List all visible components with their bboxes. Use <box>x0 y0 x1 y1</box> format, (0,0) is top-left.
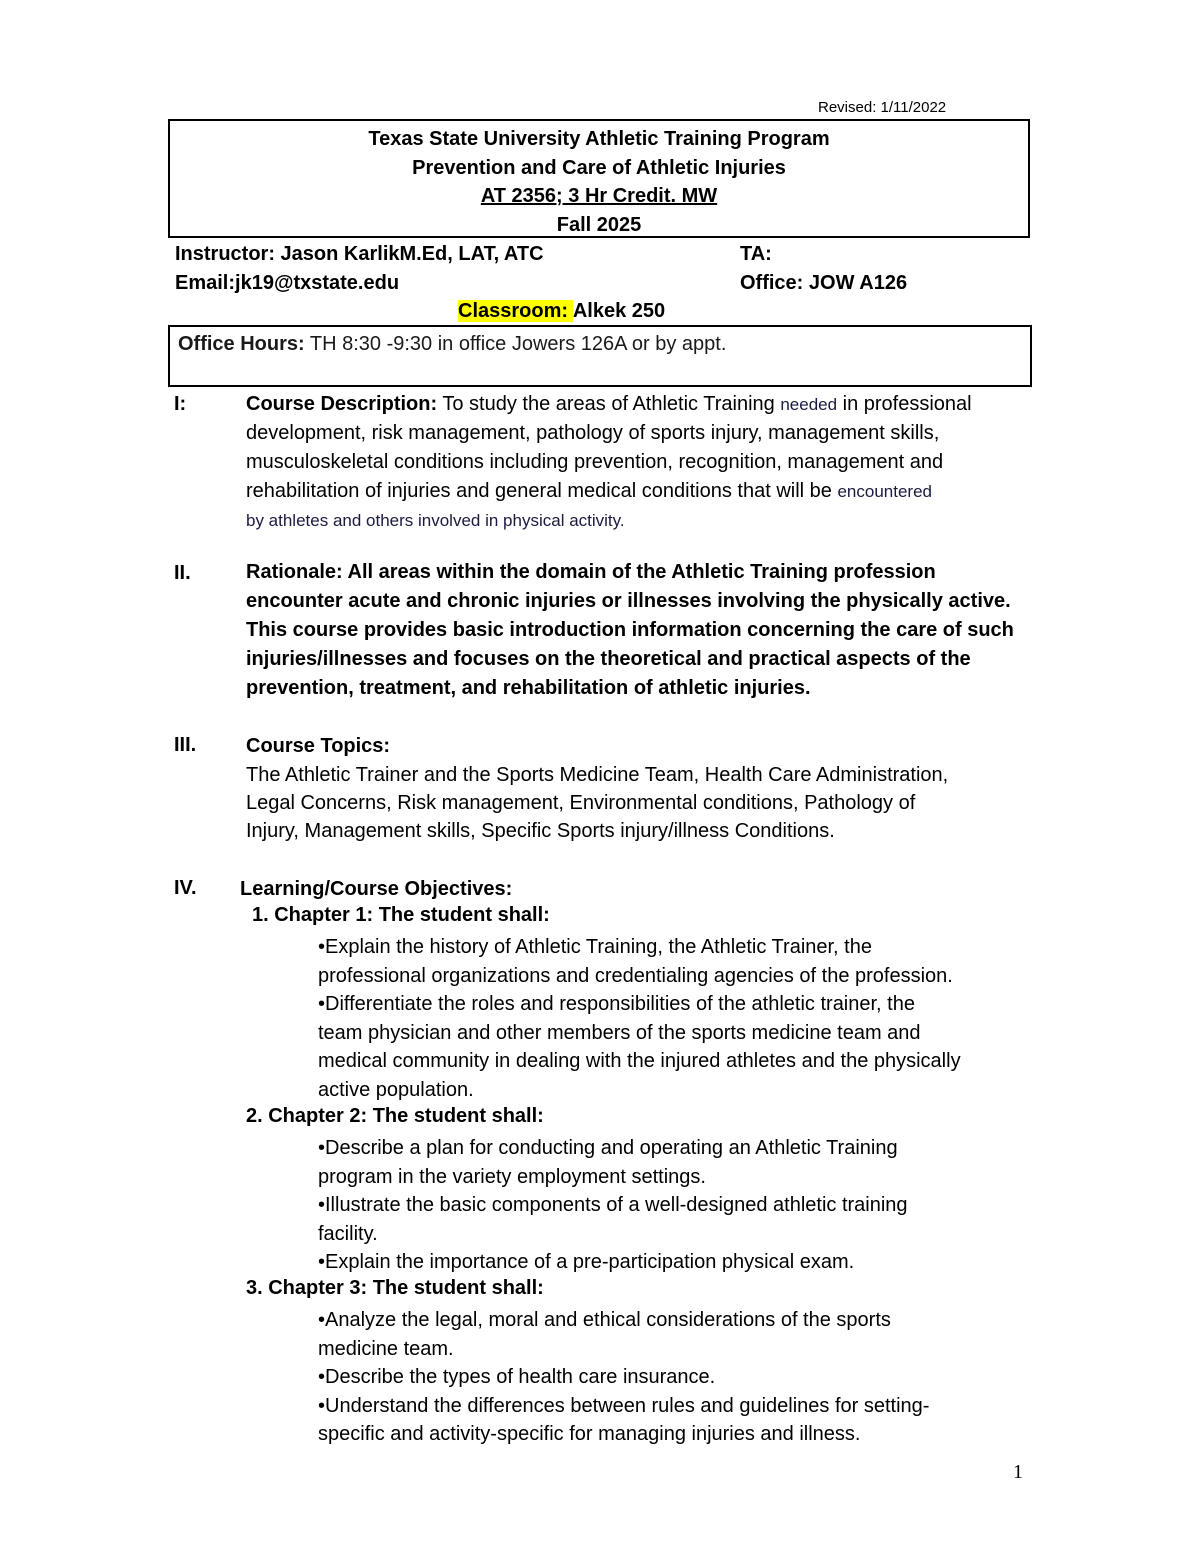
ta-label: TA: <box>740 243 772 265</box>
course-description-line: rehabilitation of injuries and general medical conditions that will be encountered <box>246 480 932 502</box>
office-hours-text: TH 8:30 -9:30 in office Jowers 126A or by appt. <box>304 333 727 355</box>
course-title-box <box>168 119 1030 238</box>
objective-line: •Explain the history of Athletic Training, the Athletic Trainer, the <box>318 936 872 958</box>
program-title: Texas State University Athletic Training Program <box>368 128 830 150</box>
course-topics-heading: Course Topics: <box>246 735 391 757</box>
course-description-heading: Course Description: <box>246 393 438 415</box>
semester: Fall 2025 <box>556 213 642 236</box>
objective-line: •Analyze the legal, moral and ethical considerations of the sports <box>318 1309 891 1331</box>
course-topics-line: Injury, Management skills, Specific Sports injury/illness Conditions. <box>246 820 835 842</box>
section-1-number: I: <box>174 393 187 415</box>
classroom-value: Alkek 250 <box>572 300 666 322</box>
course-description-line: musculoskeletal conditions including prevention, recognition, management and <box>246 451 944 473</box>
chapter-2-objectives <box>318 1134 1030 1277</box>
chapter-3-title: 3. Chapter 3: The student shall: <box>246 1277 544 1299</box>
objective-line: •Describe the types of health care insurance. <box>318 1366 716 1389</box>
section-rationale <box>246 558 1036 703</box>
rationale-line: injuries/illnesses and focuses on the theoretical and practical aspects of the <box>246 648 971 670</box>
section-course-topics <box>246 761 1036 845</box>
course-description-line: development, risk management, pathology of sports injury, management skills, <box>246 422 940 444</box>
instructor-email: Email:jk19@txstate.edu <box>175 272 400 294</box>
course-name: Prevention and Care of Athletic Injuries <box>412 156 786 179</box>
objective-line: team physician and other members of the sports medicine team and <box>318 1021 921 1044</box>
objective-line: active population. <box>318 1078 474 1101</box>
chapter-1-title: 1. Chapter 1: The student shall: <box>252 904 550 926</box>
objective-line: •Describe a plan for conducting and operating an Athletic Training <box>318 1137 898 1159</box>
objective-line: •Explain the importance of a pre-participation physical exam. <box>318 1251 855 1274</box>
section-3-number: III. <box>174 734 197 756</box>
rationale-line: This course provides basic introduction information concerning the care of such <box>246 619 1014 641</box>
course-code: AT 2356; 3 Hr Credit. MW <box>480 185 718 207</box>
classroom-label: Classroom: <box>458 300 573 322</box>
objective-line: facility. <box>318 1222 378 1245</box>
rationale-line: Rationale: All areas within the domain of the Athletic Training profession <box>246 561 936 583</box>
classroom-line <box>458 300 665 323</box>
objective-line: professional organizations and credentialing agencies of the profession. <box>318 964 953 987</box>
office-location: Office: JOW A126 <box>740 272 908 294</box>
section-4-number: IV. <box>174 877 197 899</box>
course-description-line: by athletes and others involved in physical activity. <box>246 511 625 530</box>
chapter-1-objectives <box>318 933 1030 1105</box>
course-description-line: Course Description: To study the areas of Athletic Training needed in professional <box>246 393 972 415</box>
revised-date: Revised: 1/11/2022 <box>818 99 947 116</box>
chapter-3-objectives <box>318 1306 1030 1449</box>
page-number: 1 <box>1013 1461 1023 1483</box>
objective-line: •Understand the differences between rules and guidelines for setting- <box>318 1394 930 1417</box>
objective-line: •Illustrate the basic components of a well-designed athletic training <box>318 1194 908 1217</box>
course-topics-line: The Athletic Trainer and the Sports Medicine Team, Health Care Administration, <box>246 764 949 786</box>
objective-line: •Differentiate the roles and responsibilities of the athletic trainer, the <box>318 993 915 1016</box>
objective-line: specific and activity-specific for managing injuries and illness. <box>318 1423 861 1446</box>
office-hours-box <box>168 325 1032 387</box>
section-2-number: II. <box>174 562 191 584</box>
instructor-name: Instructor: Jason KarlikM.Ed, LAT, ATC <box>175 243 544 265</box>
chapter-2-title: 2. Chapter 2: The student shall: <box>246 1105 544 1127</box>
course-topics-line: Legal Concerns, Risk management, Environmental conditions, Pathology of <box>246 792 916 814</box>
section-course-description <box>246 390 1036 535</box>
office-hours-label: Office Hours: <box>178 333 305 355</box>
rationale-line: prevention, treatment, and rehabilitation of athletic injuries. <box>246 677 811 699</box>
objective-line: medicine team. <box>318 1337 454 1360</box>
objectives-heading: Learning/Course Objectives: <box>240 878 513 900</box>
objective-line: program in the variety employment settings. <box>318 1165 706 1188</box>
objective-line: medical community in dealing with the injured athletes and the physically <box>318 1050 961 1073</box>
rationale-line: encounter acute and chronic injuries or illnesses involving the physically active. <box>246 590 1011 612</box>
